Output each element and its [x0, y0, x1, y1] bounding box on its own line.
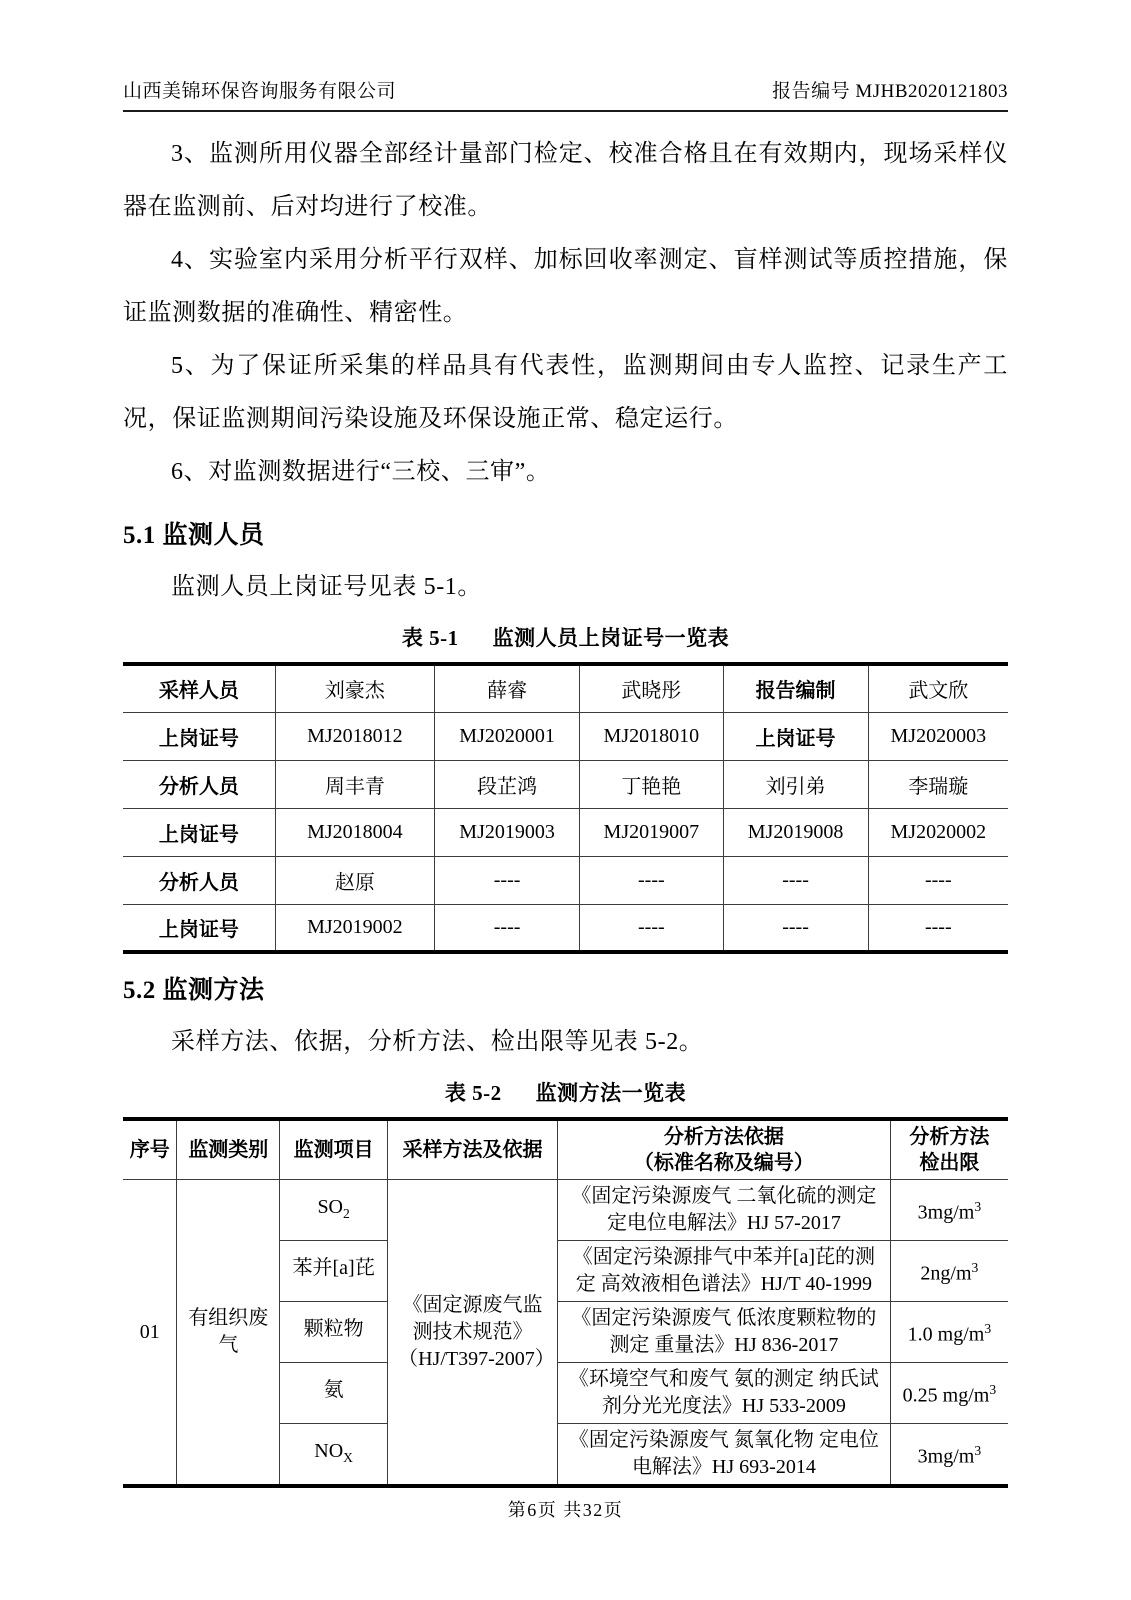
item-text: NO: [314, 1439, 344, 1462]
paragraph-3: 3、监测所用仪器全部经计量部门检定、校准合格且在有效期内，现场采样仪器在监测前、后对均进行了校准。: [123, 141, 1008, 220]
table-5-2-caption-label: 表 5-2: [444, 1081, 502, 1105]
table-row: [123, 808, 1008, 856]
limit-text: 3mg/m: [917, 1445, 975, 1468]
table-row: [123, 1180, 1008, 1241]
table-cell: MJ2018010: [580, 712, 723, 760]
table-cell: MJ2019008: [723, 808, 868, 856]
document-body: [123, 128, 1008, 1488]
item-cell: [280, 1424, 388, 1487]
paragraph-4: 4、实验室内采用分析平行双样、加标回收率测定、盲样测试等质控措施，保证监测数据的准确性、精密性。: [123, 247, 1008, 326]
table-cell: 周丰青: [275, 760, 434, 808]
item-cell: [280, 1241, 388, 1302]
limit-text: 0.25 mg/m: [902, 1384, 990, 1407]
limit-superscript: 3: [974, 1199, 982, 1215]
section-heading-5-2: 5.2 监测方法: [123, 977, 265, 1004]
sampling-method-cell: 《固定源废气监测技术规范》（HJ/T397-2007）: [388, 1180, 558, 1487]
serial-number-cell: 01: [123, 1180, 177, 1487]
limit-superscript: 3: [974, 1443, 982, 1459]
table-5-1-caption-title: 监测人员上岗证号一览表: [492, 626, 730, 650]
page-header: [123, 0, 1008, 112]
table-row: [123, 664, 1008, 712]
table-cell: 刘豪杰: [275, 664, 434, 712]
detection-limit-cell: [890, 1302, 1008, 1363]
header-cell-item: 监测项目: [280, 1119, 388, 1180]
table-5-1-caption-label: 表 5-1: [401, 626, 459, 650]
analysis-method-cell: 《固定污染源排气中苯并[a]芘的测定 高效液相色谱法》HJ/T 40-1999: [558, 1241, 891, 1302]
header-cell-sn: 序号: [123, 1119, 177, 1180]
analysis-method-cell: 《固定污染源废气 氮氧化物 定电位电解法》HJ 693-2014: [558, 1424, 891, 1487]
table-row: [123, 760, 1008, 808]
header-cell-category: 监测类别: [177, 1119, 280, 1180]
table-cell: 上岗证号: [723, 712, 868, 760]
personnel-cert-table: [123, 662, 1008, 954]
table-cell: MJ2018004: [275, 808, 434, 856]
item-text: 苯并[a]芘: [292, 1256, 375, 1279]
table-cell: 丁艳艳: [580, 760, 723, 808]
limit-text: 1.0 mg/m: [907, 1323, 985, 1346]
detection-limit-cell: [890, 1424, 1008, 1487]
table-cell: 刘引弟: [723, 760, 868, 808]
item-cell: [280, 1363, 388, 1424]
header-limit-line1: 分析方法: [909, 1126, 990, 1148]
table-cell: 采样人员: [123, 664, 275, 712]
section-5-1-intro: 监测人员上岗证号见表 5-1。: [171, 574, 482, 600]
paragraph-5: 5、为了保证所采集的样品具有代表性，监测期间由专人监控、记录生产工况，保证监测期间污染设施及环保设施正常、稳定运行。: [123, 353, 1008, 432]
table-cell: 赵原: [275, 856, 434, 904]
item-text: 氨: [323, 1378, 344, 1401]
header-analysis-line2: （标准名称及编号）: [633, 1152, 814, 1174]
table-row: [123, 712, 1008, 760]
analysis-method-cell: 《环境空气和废气 氨的测定 纳氏试剂分光光度法》HJ 533-2009: [558, 1363, 891, 1424]
table-cell: ----: [580, 856, 723, 904]
table-5-2-caption: [123, 1077, 1008, 1107]
table-cell: 李瑞璇: [868, 760, 1008, 808]
table-cell: MJ2019003: [435, 808, 580, 856]
table-cell: 薛睿: [435, 664, 580, 712]
item-text: SO: [317, 1195, 344, 1218]
table-cell: MJ2020002: [868, 808, 1008, 856]
table-cell: 报告编制: [723, 664, 868, 712]
analysis-method-cell: 《固定污染源废气 低浓度颗粒物的测定 重量法》HJ 836-2017: [558, 1302, 891, 1363]
detection-limit-cell: [890, 1180, 1008, 1241]
table-cell: MJ2020001: [435, 712, 580, 760]
limit-text: 3mg/m: [917, 1201, 975, 1224]
company-name: 山西美锦环保咨询服务有限公司: [123, 81, 397, 102]
limit-superscript: 3: [989, 1382, 997, 1398]
limit-text: 2ng/m: [920, 1262, 972, 1285]
table-cell: ----: [723, 856, 868, 904]
header-analysis-line1: 分析方法依据: [663, 1126, 784, 1148]
analysis-method-cell: 《固定污染源废气 二氧化硫的测定 定电位电解法》HJ 57-2017: [558, 1180, 891, 1241]
table-cell: ----: [723, 904, 868, 952]
report-number: 报告编号 MJHB2020121803: [772, 81, 1008, 102]
item-subscript: 2: [343, 1205, 350, 1221]
paragraph-6: 6、对监测数据进行“三校、三审”。: [171, 459, 551, 485]
table-cell: ----: [435, 856, 580, 904]
section-heading-5-1: 5.1 监测人员: [123, 522, 265, 549]
header-cell-analysis: [558, 1119, 891, 1180]
category-cell: 有组织废气: [177, 1180, 280, 1487]
header-cell-sampling: 采样方法及依据: [388, 1119, 558, 1180]
table-row: [123, 904, 1008, 952]
table-row: [123, 856, 1008, 904]
item-cell: [280, 1180, 388, 1241]
limit-superscript: 3: [984, 1321, 992, 1337]
table-cell: ----: [868, 904, 1008, 952]
item-subscript: X: [343, 1449, 353, 1465]
table-cell: 上岗证号: [123, 808, 275, 856]
page-footer: 第6页 共32页: [507, 1500, 624, 1520]
detection-limit-cell: [890, 1363, 1008, 1424]
table-cell: 分析人员: [123, 856, 275, 904]
monitoring-method-table: [123, 1117, 1008, 1488]
table-cell: ----: [580, 904, 723, 952]
limit-superscript: 3: [971, 1260, 979, 1276]
header-limit-line2: 检出限: [919, 1152, 980, 1174]
table-5-2-caption-title: 监测方法一览表: [535, 1081, 687, 1105]
table-cell: MJ2019002: [275, 904, 434, 952]
table-cell: 武晓彤: [580, 664, 723, 712]
table-cell: 分析人员: [123, 760, 275, 808]
item-cell: [280, 1302, 388, 1363]
table-5-1-caption: [123, 622, 1008, 652]
table-cell: MJ2018012: [275, 712, 434, 760]
table-cell: ----: [435, 904, 580, 952]
section-5-2-intro: 采样方法、依据，分析方法、检出限等见表 5-2。: [171, 1029, 704, 1055]
table-cell: 上岗证号: [123, 904, 275, 952]
item-text: 颗粒物: [303, 1317, 364, 1340]
table-cell: MJ2019007: [580, 808, 723, 856]
table-cell: ----: [868, 856, 1008, 904]
header-cell-limit: [890, 1119, 1008, 1180]
table-cell: 段芷鸿: [435, 760, 580, 808]
table-header-row: [123, 1119, 1008, 1180]
detection-limit-cell: [890, 1241, 1008, 1302]
table-cell: 上岗证号: [123, 712, 275, 760]
table-cell: 武文欣: [868, 664, 1008, 712]
table-cell: MJ2020003: [868, 712, 1008, 760]
